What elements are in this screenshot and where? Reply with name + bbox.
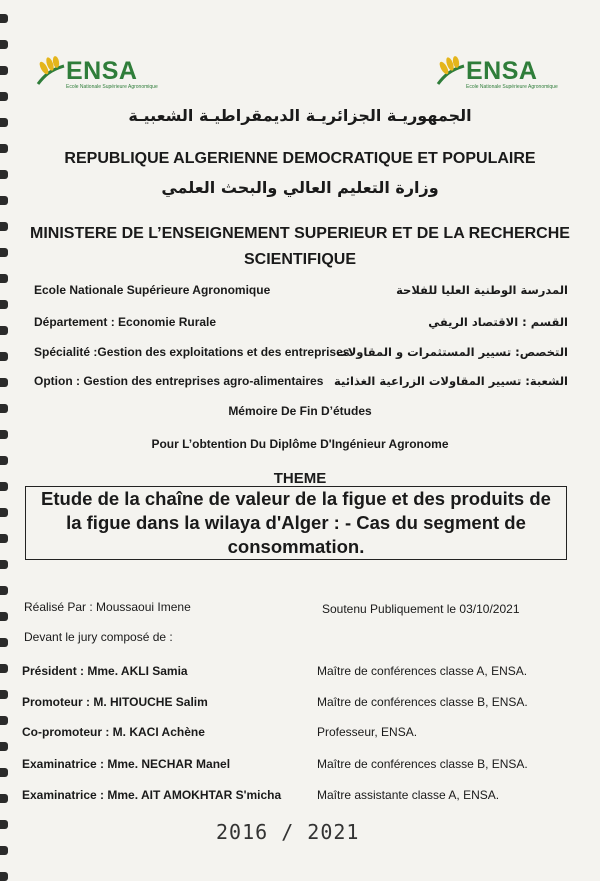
binding-ring [0, 534, 8, 543]
specialty-row [34, 345, 568, 363]
jury-name: Mme. NECHAR Manel [107, 757, 231, 771]
binding-ring [0, 378, 8, 387]
ensa-logo-left [34, 46, 158, 90]
department-arabic: القسم : الاقتصاد الريفي [428, 315, 568, 329]
binding-ring [0, 872, 8, 881]
jury-row [0, 695, 600, 713]
binding-ring [0, 14, 8, 23]
logo-word: ENSA [466, 57, 538, 85]
jury-name: Mme. AIT AMOKHTAR S'micha [107, 788, 282, 802]
specialty-french: Spécialité :Gestion des exploitations et des entreprises [34, 345, 350, 359]
school-french: Ecole Nationale Supérieure Agronomique [34, 283, 271, 297]
jury-member [22, 695, 208, 709]
binding-ring [0, 716, 8, 725]
option-french: Option : Gestion des entreprises agro-alimentaires [34, 374, 324, 388]
jury-role: Co-promoteur : [22, 725, 113, 739]
school-arabic: المدرسة الوطنية العليا للفلاحة [396, 283, 568, 297]
school-row [34, 283, 568, 301]
binding-ring [0, 352, 8, 361]
logo-word: ENSA [66, 57, 138, 85]
diploma-label: Pour L’obtention Du Diplôme D'Ingénieur Agronome [151, 437, 449, 451]
binding-ring [0, 508, 8, 517]
jury-member [22, 788, 281, 802]
academic-year: 2016 / 2021 [216, 820, 360, 844]
jury-role: Président : [22, 664, 88, 678]
binding-ring [0, 456, 8, 465]
option-arabic: الشعبة: تسيير المقاولات الزراعية الغذائية [334, 374, 568, 388]
jury-name: M. HITOUCHE Salim [93, 695, 208, 709]
binding-ring [0, 300, 8, 309]
theme-label: THEME [273, 470, 327, 487]
department-row [34, 315, 568, 333]
binding-ring [0, 820, 8, 829]
option-row [34, 374, 568, 392]
jury-member [22, 664, 188, 678]
jury-role: Promoteur : [22, 695, 94, 709]
ministry-french-line1: MINISTERE DE L’ENSEIGNEMENT SUPERIEUR ET DE LA RECHERCHE [30, 225, 570, 242]
binding-ring [0, 66, 8, 75]
jury-member [22, 757, 230, 771]
binding-ring [0, 560, 8, 569]
republic-arabic: الجمهوريـة الجزائريـة الديمقراطيـة الشعبيـة [128, 106, 472, 125]
jury-intro: Devant le jury composé de : [24, 630, 173, 644]
specialty-arabic: التخصص: تسيير المستثمرات و المقاولات [336, 345, 568, 359]
binding-ring [0, 586, 8, 595]
binding-ring [0, 612, 8, 621]
jury-row [0, 725, 600, 743]
jury-grade: Professeur, ENSA. [317, 725, 418, 739]
binding-ring [0, 326, 8, 335]
jury-name: Mme. AKLI Samia [87, 664, 188, 678]
ensa-logo-right [434, 46, 558, 90]
theme-title: Etude de la chaîne de valeur de la figue et des produits de la figue dans la wilaya d'Alger : - Cas du segment de consommation. [41, 488, 551, 557]
ministry-french [0, 221, 600, 273]
binding-ring [0, 40, 8, 49]
jury-grade: Maître de conférences classe B, ENSA. [317, 695, 528, 709]
defense-date: Soutenu Publiquement le 03/10/2021 [322, 602, 520, 616]
author-line: Réalisé Par : Moussaoui Imene [24, 600, 191, 614]
jury-member [22, 725, 205, 739]
jury-grade: Maître de conférences classe B, ENSA. [317, 757, 528, 771]
binding-ring [0, 92, 8, 101]
republic-french: REPUBLIQUE ALGERIENNE DEMOCRATIQUE ET POPULAIRE [64, 150, 536, 167]
jury-role: Examinatrice : [22, 757, 108, 771]
binding-ring [0, 638, 8, 647]
jury-role: Examinatrice : [22, 788, 108, 802]
ministry-french-line2: SCIENTIFIQUE [243, 251, 356, 268]
wheat-logo-icon [434, 54, 470, 90]
wheat-logo-icon [34, 54, 70, 90]
binding-ring [0, 196, 8, 205]
ministry-arabic: وزارة التعليم العالي والبحث العلمي [161, 178, 439, 197]
jury-row [0, 757, 600, 775]
department-french: Département : Economie Rurale [34, 315, 217, 329]
binding-ring [0, 742, 8, 751]
binding-ring [0, 274, 8, 283]
jury-row [0, 788, 600, 806]
binding-ring [0, 846, 8, 855]
jury-grade: Maître de conférences classe A, ENSA. [317, 664, 528, 678]
memoire-label: Mémoire De Fin D’études [228, 404, 372, 418]
logo-subtitle: Ecole Nationale Supérieure Agronomique [466, 84, 558, 90]
logo-subtitle: Ecole Nationale Supérieure Agronomique [66, 84, 158, 90]
theme-box [25, 486, 567, 560]
jury-grade: Maître assistante classe A, ENSA. [317, 788, 500, 802]
jury-name: M. KACI Achène [112, 725, 205, 739]
jury-row [0, 664, 600, 682]
